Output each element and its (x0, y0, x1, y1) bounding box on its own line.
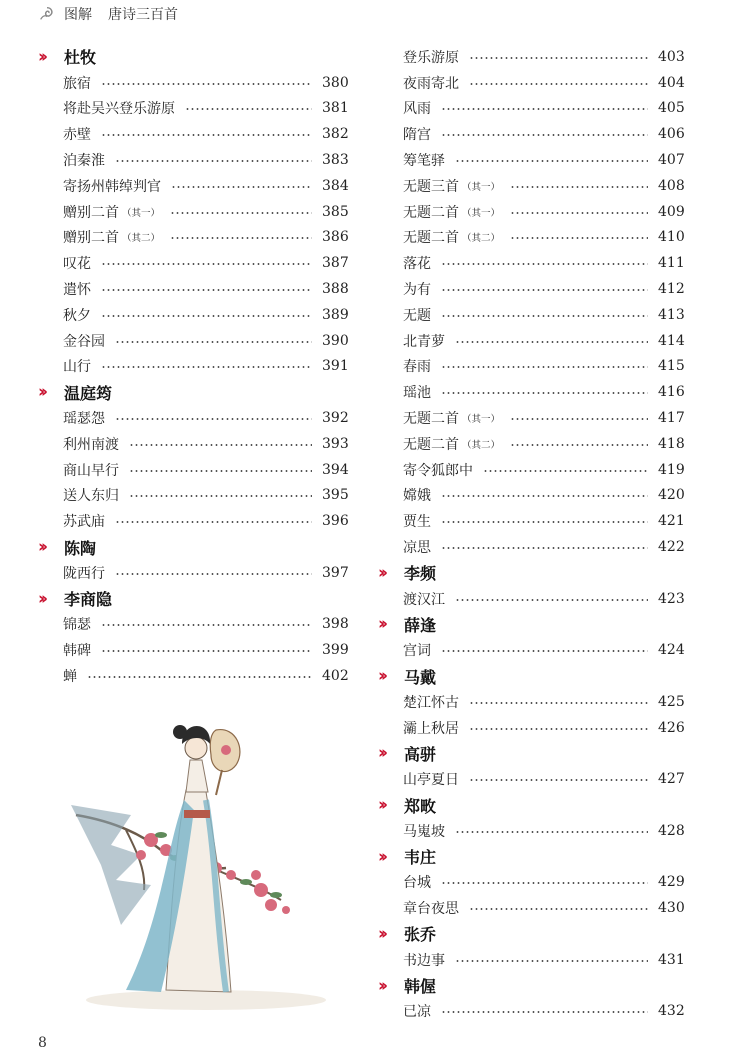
dot-leader (101, 315, 312, 317)
toc-entry (378, 173, 684, 199)
author-heading (378, 844, 684, 870)
toc-entry (38, 354, 348, 380)
poem-title: 落花 (403, 256, 431, 273)
toc-entry (38, 457, 348, 483)
poem-part-note: （其一） (462, 207, 501, 219)
double-chevron-icon: ›› (378, 923, 385, 944)
author-heading (378, 973, 684, 999)
poem-title: 瑶池 (403, 385, 431, 402)
page-ref: 414 (658, 332, 685, 349)
author-name: 李商隐 (64, 590, 113, 610)
dot-leader (469, 728, 648, 730)
author-heading (378, 921, 684, 947)
dot-leader (455, 831, 648, 833)
toc-entry (378, 431, 684, 457)
toc-entry (38, 173, 348, 199)
dot-leader (101, 650, 312, 652)
author-heading (378, 560, 684, 586)
tang-lady-with-fan-illustration (66, 700, 336, 1020)
poem-title: 赤壁 (63, 127, 91, 144)
page-ref: 403 (658, 48, 685, 65)
page-ref: 390 (322, 332, 349, 349)
author-name: 韩偓 (404, 977, 437, 997)
page-ref: 402 (322, 668, 349, 685)
dot-leader (441, 1011, 648, 1013)
double-chevron-icon: ›› (38, 537, 45, 558)
poem-title: 春雨 (403, 359, 431, 376)
dot-leader (441, 289, 648, 291)
page-ref: 413 (658, 306, 685, 323)
dot-leader (441, 263, 648, 265)
page-ref: 385 (322, 203, 349, 220)
page-ref: 395 (322, 487, 349, 504)
author-name: 杜牧 (64, 48, 97, 68)
author-heading (378, 741, 684, 767)
dot-leader (510, 212, 648, 214)
poem-title: 凉思 (403, 540, 431, 557)
toc-entry (38, 483, 348, 509)
dot-leader (441, 315, 648, 317)
dot-leader (101, 134, 312, 136)
dot-leader (441, 134, 648, 136)
poem-title: 遣怀 (63, 282, 91, 299)
toc-entry (38, 96, 348, 122)
dot-leader (441, 108, 648, 110)
poem-title: 章台夜思 (403, 901, 459, 918)
toc-entry (378, 328, 684, 354)
page-ref: 425 (658, 693, 685, 710)
page-ref: 423 (658, 590, 685, 607)
poem-title: 寄令狐郎中 (403, 462, 473, 479)
poem-title: 无题二首 (403, 204, 459, 221)
author-name: 温庭筠 (64, 383, 113, 403)
page-ref: 388 (322, 281, 349, 298)
poem-title: 灞上秋居 (403, 720, 459, 737)
double-chevron-icon: ›› (38, 588, 45, 609)
dot-leader (469, 779, 648, 781)
author-heading (378, 792, 684, 818)
toc-entry (378, 44, 684, 70)
dot-leader (455, 599, 648, 601)
dot-leader (101, 289, 312, 291)
author-name: 郑畋 (404, 796, 437, 816)
double-chevron-icon: ›› (38, 382, 45, 403)
page-ref: 383 (322, 152, 349, 169)
toc-entry (38, 250, 348, 276)
poem-title: 赠别二首 (63, 204, 119, 221)
dot-leader (441, 392, 648, 394)
dot-leader (115, 160, 312, 162)
page-ref: 428 (658, 822, 685, 839)
page-ref: 394 (322, 461, 349, 478)
dot-leader (469, 908, 648, 910)
dot-leader (101, 263, 312, 265)
dot-leader (170, 212, 312, 214)
page-ref: 380 (322, 74, 349, 91)
poem-title: 夜雨寄北 (403, 75, 459, 92)
header-title: 唐诗三百首 (108, 7, 178, 23)
author-name: 李频 (404, 564, 437, 584)
author-name: 韦庄 (404, 848, 437, 868)
poem-title: 送人东归 (63, 488, 119, 505)
dot-leader (185, 108, 312, 110)
dot-leader (469, 83, 648, 85)
toc-right-column (378, 44, 684, 1024)
author-name: 高骈 (404, 744, 437, 764)
toc-entry (38, 405, 348, 431)
toc-entry (38, 560, 348, 586)
toc-entry (378, 405, 684, 431)
page-ref: 384 (322, 177, 349, 194)
toc-entry (378, 302, 684, 328)
toc-entry (378, 715, 684, 741)
toc-entry (378, 586, 684, 612)
page-ref: 431 (658, 951, 685, 968)
page-ref: 389 (322, 306, 349, 323)
author-heading (378, 663, 684, 689)
dot-leader (170, 237, 312, 239)
dot-leader (101, 366, 312, 368)
poem-title: 登乐游原 (403, 49, 459, 66)
page-ref: 392 (322, 410, 349, 427)
page-ref: 412 (658, 281, 685, 298)
page-ref: 432 (658, 1003, 685, 1020)
page-number: 8 (38, 1035, 47, 1051)
poem-part-note: （其一） (462, 414, 501, 426)
page-ref: 391 (322, 358, 349, 375)
page-ref: 407 (658, 152, 685, 169)
page-ref: 410 (658, 229, 685, 246)
toc-entry (378, 818, 684, 844)
toc-entry (378, 689, 684, 715)
dot-leader (171, 186, 312, 188)
dot-leader (455, 341, 648, 343)
page-ref: 397 (322, 564, 349, 581)
poem-part-note: （其一） (122, 207, 161, 219)
poem-title: 无题二首 (403, 411, 459, 428)
page-ref: 381 (322, 100, 349, 117)
toc-left-column (38, 44, 348, 689)
toc-entry (38, 328, 348, 354)
toc-entry (38, 302, 348, 328)
toc-entry (38, 663, 348, 689)
poem-title: 金谷园 (63, 333, 105, 350)
dot-leader (510, 237, 648, 239)
page-ref: 429 (658, 874, 685, 891)
toc-entry (378, 870, 684, 896)
poem-title: 将赴吴兴登乐游原 (63, 101, 175, 118)
page-ref: 415 (658, 358, 685, 375)
page-ref: 409 (658, 203, 685, 220)
poem-title: 山行 (63, 359, 91, 376)
dot-leader (101, 83, 312, 85)
toc-entry (38, 147, 348, 173)
author-heading (38, 534, 348, 560)
dot-leader (441, 521, 648, 523)
dot-leader (469, 702, 648, 704)
author-name: 薛逢 (404, 615, 437, 635)
poem-title: 商山早行 (63, 462, 119, 479)
dot-leader (455, 160, 648, 162)
page-ref: 430 (658, 900, 685, 917)
poem-title: 秋夕 (63, 307, 91, 324)
swirl-logo-icon (38, 5, 56, 23)
toc-entry (378, 121, 684, 147)
poem-part-note: （其二） (122, 233, 161, 245)
poem-title: 贾生 (403, 514, 431, 531)
poem-title: 渡汉江 (403, 591, 445, 608)
poem-title: 无题三首 (403, 178, 459, 195)
page-ref: 408 (658, 177, 685, 194)
poem-title: 无题二首 (403, 230, 459, 247)
page-ref: 399 (322, 642, 349, 659)
dot-leader (115, 418, 312, 420)
author-heading (38, 586, 348, 612)
toc-entry (378, 70, 684, 96)
toc-entry (38, 431, 348, 457)
poem-title: 嫦娥 (403, 488, 431, 505)
dot-leader (483, 470, 648, 472)
author-heading (38, 44, 348, 70)
header-book: 图解 (64, 7, 92, 23)
dot-leader (87, 676, 312, 678)
toc-entry (378, 998, 684, 1024)
poem-title: 泊秦淮 (63, 153, 105, 170)
running-header (38, 3, 178, 25)
author-heading (378, 612, 684, 638)
toc-entry (378, 276, 684, 302)
toc-entry (38, 70, 348, 96)
poem-title: 筹笔驿 (403, 153, 445, 170)
author-heading (38, 379, 348, 405)
double-chevron-icon: ›› (378, 743, 385, 764)
dot-leader (441, 650, 648, 652)
page-ref: 417 (658, 410, 685, 427)
toc-entry (378, 508, 684, 534)
page-ref: 398 (322, 616, 349, 633)
dot-leader (101, 624, 312, 626)
poem-title: 叹花 (63, 256, 91, 273)
toc-entry (38, 225, 348, 251)
poem-title: 隋宫 (403, 127, 431, 144)
page-ref: 411 (658, 255, 685, 272)
toc-entry (378, 895, 684, 921)
page-ref: 416 (658, 384, 685, 401)
toc-entry (378, 947, 684, 973)
page-ref: 396 (322, 513, 349, 530)
author-name: 张乔 (404, 925, 437, 945)
dot-leader (129, 495, 312, 497)
toc-entry (378, 250, 684, 276)
page-ref: 420 (658, 487, 685, 504)
toc-entry (378, 637, 684, 663)
toc-entry (378, 534, 684, 560)
dot-leader (510, 186, 648, 188)
page-ref: 422 (658, 539, 685, 556)
double-chevron-icon: ›› (378, 562, 385, 583)
dot-leader (115, 521, 312, 523)
poem-title: 已凉 (403, 1004, 431, 1021)
dot-leader (510, 444, 648, 446)
toc-entry (378, 483, 684, 509)
poem-title: 锦瑟 (63, 617, 91, 634)
poem-title: 苏武庙 (63, 514, 105, 531)
dot-leader (455, 960, 648, 962)
poem-title: 无题 (403, 307, 431, 324)
poem-part-note: （其二） (462, 439, 501, 451)
dot-leader (441, 495, 648, 497)
toc-entry (38, 612, 348, 638)
page-ref: 424 (658, 642, 685, 659)
dot-leader (129, 470, 312, 472)
page-ref: 421 (658, 513, 685, 530)
page-ref: 406 (658, 126, 685, 143)
toc-entry (378, 354, 684, 380)
dot-leader (469, 57, 648, 59)
double-chevron-icon: ›› (378, 614, 385, 635)
page-ref: 404 (658, 74, 685, 91)
poem-title: 马嵬坡 (403, 823, 445, 840)
poem-part-note: （其二） (462, 233, 501, 245)
dot-leader (129, 444, 312, 446)
poem-part-note: （其一） (462, 181, 501, 193)
dot-leader (441, 882, 648, 884)
toc-entry (378, 147, 684, 173)
author-name: 陈陶 (64, 538, 97, 558)
dot-leader (115, 573, 312, 575)
poem-title: 风雨 (403, 101, 431, 118)
page-ref: 393 (322, 435, 349, 452)
poem-title: 蝉 (63, 669, 77, 686)
poem-title: 为有 (403, 282, 431, 299)
toc-entry (38, 276, 348, 302)
page-ref: 405 (658, 100, 685, 117)
poem-title: 赠别二首 (63, 230, 119, 247)
poem-title: 书边事 (403, 952, 445, 969)
double-chevron-icon: ›› (378, 666, 385, 687)
page-ref: 418 (658, 435, 685, 452)
double-chevron-icon: ›› (378, 795, 385, 815)
page-ref: 427 (658, 771, 685, 788)
toc-entry (378, 457, 684, 483)
poem-title: 台城 (403, 875, 431, 892)
poem-title: 韩碑 (63, 643, 91, 660)
poem-title: 寄扬州韩绰判官 (63, 178, 161, 195)
double-chevron-icon: ›› (378, 975, 385, 996)
toc-entry (378, 96, 684, 122)
dot-leader (115, 341, 312, 343)
double-chevron-icon: ›› (38, 46, 45, 67)
poem-title: 北青萝 (403, 333, 445, 350)
toc-entry (378, 225, 684, 251)
poem-title: 宫词 (403, 643, 431, 660)
toc-entry (38, 121, 348, 147)
dot-leader (441, 547, 648, 549)
dot-leader (510, 418, 648, 420)
dot-leader (441, 366, 648, 368)
page-ref: 419 (658, 461, 685, 478)
page-ref: 382 (322, 126, 349, 143)
page-ref: 386 (322, 229, 349, 246)
toc-entry (378, 199, 684, 225)
poem-title: 山亭夏日 (403, 772, 459, 789)
page-ref: 426 (658, 719, 685, 736)
toc-entry (38, 199, 348, 225)
author-name: 马戴 (404, 667, 437, 687)
double-chevron-icon: ›› (378, 846, 385, 867)
poem-title: 利州南渡 (63, 436, 119, 453)
poem-title: 无题二首 (403, 436, 459, 453)
poem-title: 旅宿 (63, 75, 91, 92)
toc-entry (378, 379, 684, 405)
poem-title: 陇西行 (63, 565, 105, 582)
poem-title: 瑶瑟怨 (63, 411, 105, 428)
poem-title: 楚江怀古 (403, 694, 459, 711)
toc-entry (378, 766, 684, 792)
toc-entry (38, 508, 348, 534)
page-ref: 387 (322, 255, 349, 272)
toc-entry (38, 637, 348, 663)
